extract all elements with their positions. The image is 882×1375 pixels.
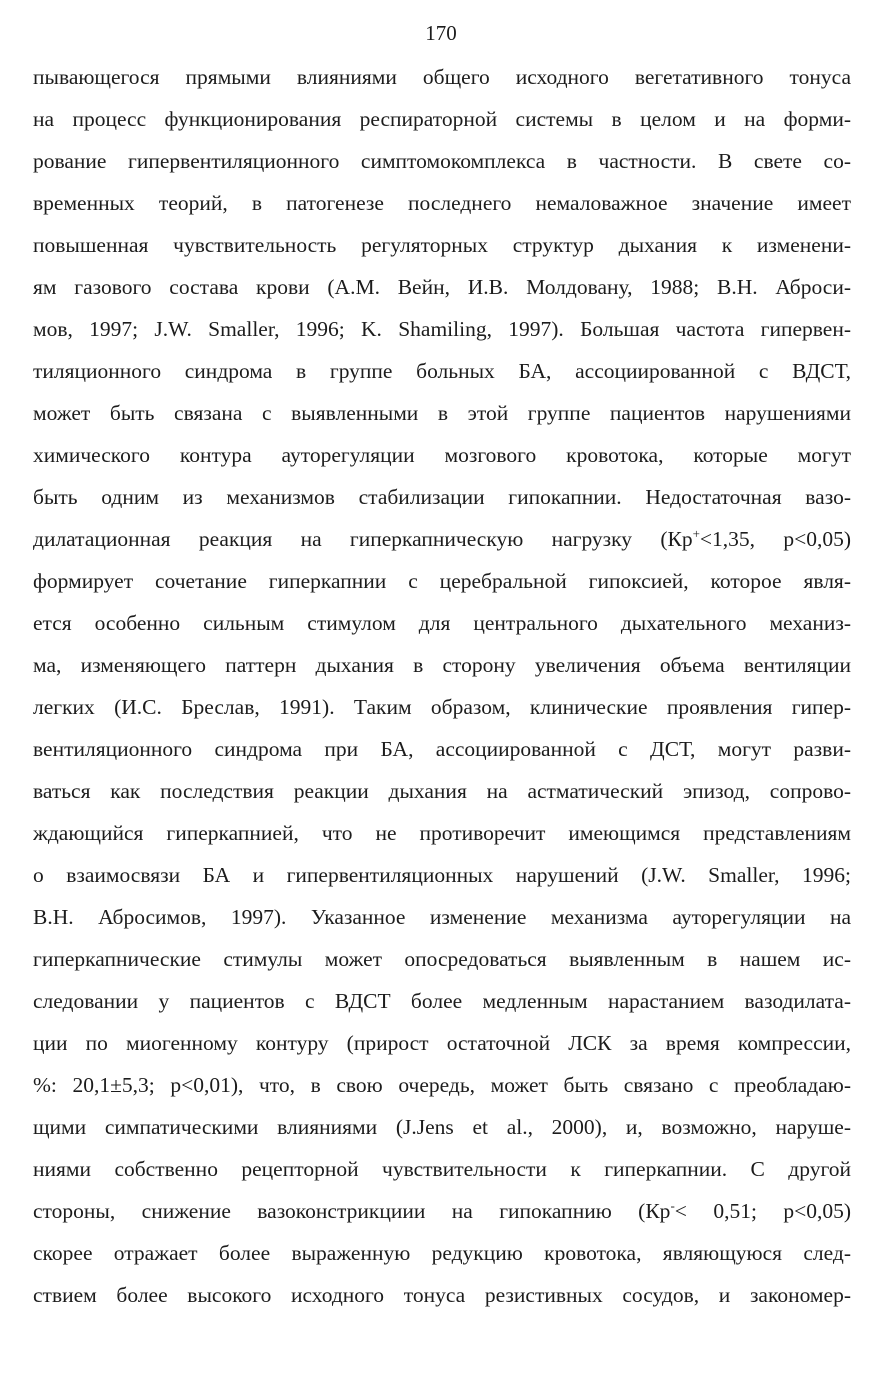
text-run: < 0,51; p<0,05) bbox=[674, 1199, 851, 1223]
text-line: ется особенно сильным стимулом для центрального дыхательного механиз- bbox=[33, 611, 851, 635]
text-line: %: 20,1±5,3; p<0,01), что, в свою очередь, может быть связано с преобладаю- bbox=[33, 1073, 851, 1097]
text-line: пывающегося прямыми влияниями общего исходного вегетативного тонуса bbox=[33, 65, 851, 89]
text-line: ма, изменяющего паттерн дыхания в сторону увеличения объема вентиляции bbox=[33, 653, 851, 677]
text-line: рование гипервентиляционного симптомокомплекса в частности. В свете со- bbox=[33, 149, 851, 173]
text-line: временных теорий, в патогенезе последнего немаловажное значение имеет bbox=[33, 191, 851, 215]
body-text bbox=[33, 56, 851, 1316]
text-run: дилатационная реакция на гиперкапническую нагрузку (Кр bbox=[33, 527, 693, 551]
superscript: + bbox=[692, 526, 700, 541]
text-line: скорее отражает более выраженную редукцию кровотока, являющуюся след- bbox=[33, 1241, 851, 1265]
text-run: <1,35, p<0,05) bbox=[699, 527, 851, 551]
text-line: ниями собственно рецепторной чувствительности к гиперкапнии. С другой bbox=[33, 1157, 851, 1181]
text-line: легких (И.С. Бреслав, 1991). Таким образом, клинические проявления гипер- bbox=[33, 695, 851, 719]
superscript: - bbox=[670, 1198, 675, 1213]
text-line: гиперкапнические стимулы может опосредоваться выявленным в нашем ис- bbox=[33, 947, 851, 971]
text-line: щими симпатическими влияниями (J.Jens et al., 2000), и, возможно, наруше- bbox=[33, 1115, 851, 1139]
text-line: формирует сочетание гиперкапнии с церебральной гипоксией, которое явля- bbox=[33, 569, 851, 593]
text-line: ждающийся гиперкапнией, что не противоречит имеющимся представлениям bbox=[33, 821, 851, 845]
text-line: может быть связана с выявленными в этой группе пациентов нарушениями bbox=[33, 401, 851, 425]
text-line-with-superscript bbox=[33, 1190, 851, 1232]
text-line: вентиляционного синдрома при БА, ассоциированной с ДСТ, могут разви- bbox=[33, 737, 851, 761]
text-line: ции по миогенному контуру (прирост остаточной ЛСК за время компрессии, bbox=[33, 1031, 851, 1055]
text-line: ствием более высокого исходного тонуса резистивных сосудов, и закономер- bbox=[33, 1283, 851, 1307]
text-line: о взаимосвязи БА и гипервентиляционных нарушений (J.W. Smaller, 1996; bbox=[33, 863, 851, 887]
page-number: 170 bbox=[425, 21, 457, 45]
text-line: на процесс функционирования респираторной системы в целом и на форми- bbox=[33, 107, 851, 131]
text-line-with-superscript bbox=[33, 518, 851, 560]
text-line: ваться как последствия реакции дыхания на астматический эпизод, сопрово- bbox=[33, 779, 851, 803]
text-line: ям газового состава крови (А.М. Вейн, И.В. Молдовану, 1988; В.Н. Аброси- bbox=[33, 275, 851, 299]
text-line: В.Н. Абросимов, 1997). Указанное изменение механизма ауторегуляции на bbox=[33, 905, 851, 929]
text-line: тиляционного синдрома в группе больных БА, ассоциированной с ВДСТ, bbox=[33, 359, 851, 383]
text-run: стороны, снижение вазоконстрикциии на гипокапнию (Кр bbox=[33, 1199, 671, 1223]
text-line: повышенная чувствительность регуляторных структур дыхания к изменени- bbox=[33, 233, 851, 257]
text-line: мов, 1997; J.W. Smaller, 1996; K. Shamiling, 1997). Большая частота гипервен- bbox=[33, 317, 851, 341]
text-line: следовании у пациентов с ВДСТ более медленным нарастанием вазодилата- bbox=[33, 989, 851, 1013]
text-line: быть одним из механизмов стабилизации гипокапнии. Недостаточная вазо- bbox=[33, 485, 851, 509]
text-line: химического контура ауторегуляции мозгового кровотока, которые могут bbox=[33, 443, 851, 467]
